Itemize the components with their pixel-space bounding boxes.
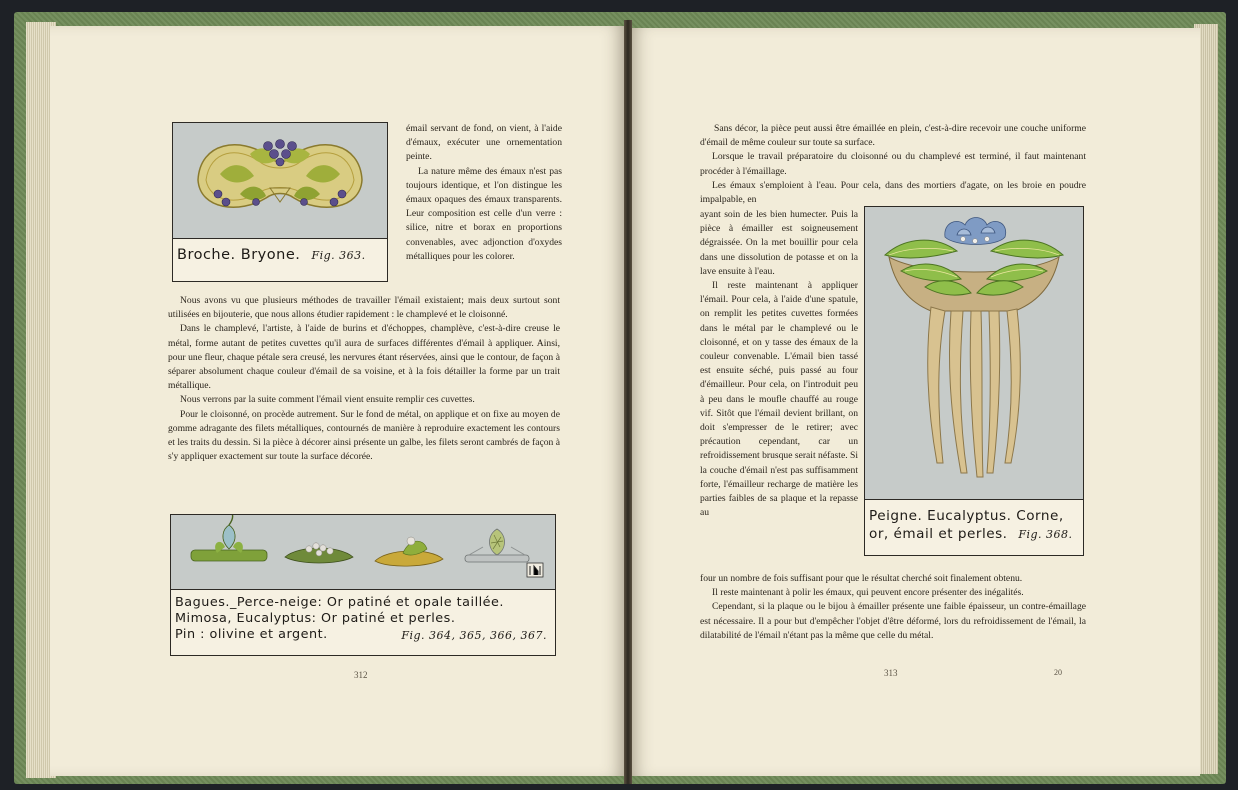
paragraph: Les émaux s'emploient à l'eau. Pour cela, dans des mortiers d'agate, on les broie en poudre impalpable, en [700, 179, 1086, 206]
paragraph: Lorsque le travail préparatoire du cloisonné ou du champlevé est terminé, il faut maintenant procéder à l'émaillage. [700, 151, 1086, 177]
text-left-column-right [700, 208, 858, 520]
rings-caption-line1: Bagues._Perce-neige: Or patiné et opale taillée. [175, 595, 504, 610]
signature-mark: 20 [1054, 668, 1062, 677]
right-page [630, 28, 1200, 776]
text-bottom-right [700, 572, 1086, 643]
paragraph: Sans décor, la pièce peut aussi être émaillée en plein, c'est-à-dire recevoir une couche uniforme d'émail de même couleur sur toute sa surface. [700, 123, 1086, 149]
comb-drawing [865, 207, 1083, 499]
book-gutter [624, 20, 632, 784]
plate-comb [864, 206, 1084, 556]
paragraph: Pour le cloisonné, on procède autrement. Sur le fond de métal, on applique et on fixe au moyen de gomme adragante des filets métalliques, contournés de manière à reproduire exactement les contours et les traits du dessin. Si la pièce à décorer ainsi présente un galbe, les filets seront cambrés de façon à s'y appliquer exactement sur toute la surface décorée. [168, 408, 560, 463]
page-number-right: 313 [884, 668, 898, 678]
comb-illustration [865, 207, 1083, 500]
brooch-illustration [173, 123, 387, 239]
paragraph: ayant soin de les bien humecter. Puis la pièce à émailler est soigneusement dégraissée. On la met bouillir pour cela dans une dissolution de potasse et on la lave ensuite à l'eau. [700, 209, 858, 277]
paragraph: Il reste maintenant à polir les émaux, qui peuvent encore présenter des inégalités. [712, 587, 1024, 599]
paragraph: Dans le champlevé, l'artiste, à l'aide de burins et d'échoppes, champlève, c'est-à-dire creuse le métal, forme autant de petites cuvettes qu'il aura de surfaces différentes d'émail à appliquer. Ainsi, pour une fleur, chaque pétale sera creusé, les nervures étant réservées, ainsi que le contour, de façon à séparer absolument chaque couleur d'émail de sa voisine, et à la fois détailler la forme par un trait métallique. [168, 323, 560, 392]
paragraph: émail servant de fond, on vient, à l'aide d'émaux, exécuter une ornementation peinte. [406, 123, 562, 163]
comb-caption-line2: or, émail et perles. [869, 526, 1008, 542]
main-text-left [168, 294, 560, 464]
rings-caption-line2: Mimosa, Eucalyptus: Or patiné et perles. [175, 611, 456, 626]
text-beside-brooch [406, 122, 562, 264]
paragraph: Cependant, si la plaque ou le bijou à émailler présente une faible épaisseur, un contre-émaillage est nécessaire. Il a pour but d'empêcher l'objet d'être déformé, lors du refroidissement de l'émail, la dilatabilité de l'émail n'étant pas la même que celle du métal. [700, 601, 1086, 641]
text-top-right [700, 122, 1086, 207]
paragraph: four un nombre de fois suffisant pour que le résultat cherché soit finalement obtenu. [700, 573, 1023, 584]
paragraph: La nature même des émaux n'est pas toujours identique, et l'on distingue les émaux opaques des émaux transparents. Leur composition est celle d'un verre : silice, nitre et borax en proportions convenables, avec adjonction d'oxydes métalliques pour les colorer. [406, 165, 562, 262]
rings-fig-ref: Fig. 364, 365, 366, 367. [401, 629, 547, 642]
plate-rings [170, 514, 556, 656]
page-number-left: 312 [354, 670, 368, 680]
paragraph: Il reste maintenant à appliquer l'émail. Pour cela, à l'aide d'une spatule, on remplit les petites cuvettes formées dans le métal par le champlevé ou le cloisonné, et on y tasse des émaux de la couleur convenable. L'émail bien tassé est ensuite séché, puis passé au four d'émailleur. Pour cela, on l'introduit peu à peu dans le moufle chauffé au rouge vif. Sitôt que l'émail devient brillant, on doit s'empresser de le retirer; avec précaution cependant, car un refroidissement brusque serait néfaste. Si la couche d'émail n'est pas suffisamment forte, l'émailleur recharge de matière les parties faibles de sa plaque et la repasse au [700, 280, 858, 519]
brooch-caption: Broche. Bryone. [177, 247, 301, 263]
plate-brooch [172, 122, 388, 282]
rings-illustration [171, 515, 555, 590]
paragraph: Nous avons vu que plusieurs méthodes de travailler l'émail existaient; mais deux surtout sont utilisées en bijouterie, que nous allons étudier rapidement : le champlevé et le cloisonné. [168, 295, 560, 321]
paragraph: Nous verrons par la suite comment l'émail vient ensuite remplir ces cuvettes. [180, 394, 475, 406]
brooch-drawing [173, 123, 387, 238]
left-page [50, 26, 625, 776]
rings-caption-line3: Pin : olivine et argent. [175, 627, 328, 642]
comb-caption-line1: Peigne. Eucalyptus. Corne, [869, 508, 1064, 524]
brooch-fig-ref: Fig. 363. [311, 249, 366, 262]
comb-fig-ref: Fig. 368. [1018, 528, 1073, 541]
rings-drawing [171, 515, 555, 589]
